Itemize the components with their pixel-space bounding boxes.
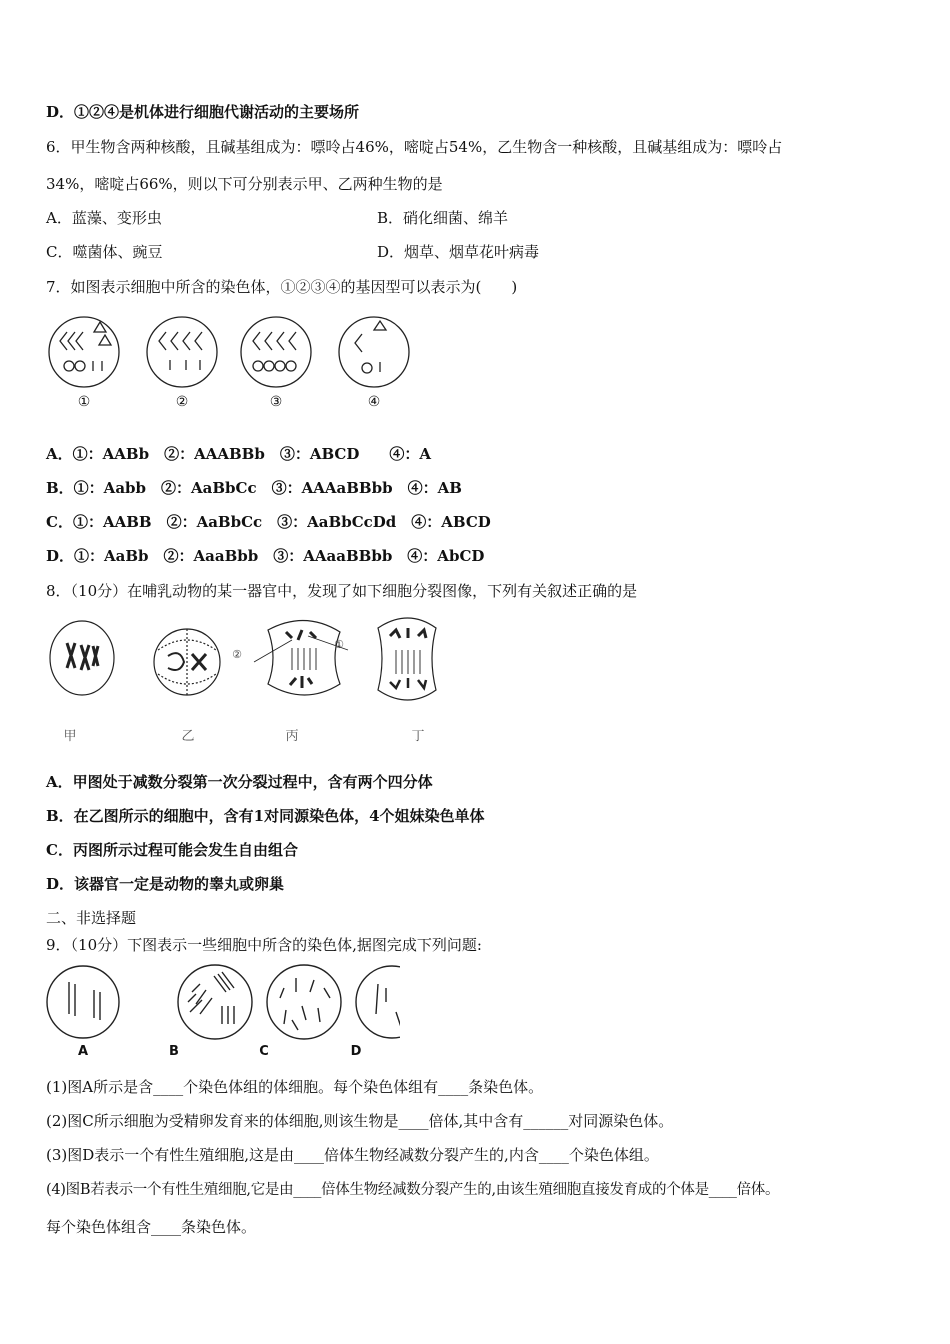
- q7-label-4: ④: [367, 394, 381, 410]
- q8-option-a: A．甲图处于减数分裂第一次分裂过程中，含有两个四分体: [46, 773, 433, 791]
- q7-figure: [40, 310, 420, 390]
- q8-option-d: D．该器官一定是动物的睾丸或卵巢: [46, 875, 285, 893]
- q8-label-bing: 丙: [285, 729, 299, 744]
- q9-label-d: D: [350, 1044, 362, 1059]
- q7-label-2: ②: [175, 394, 189, 410]
- q7-cell-2: [147, 317, 217, 387]
- q8-option-c: C．丙图所示过程可能会发生自由组合: [46, 841, 298, 859]
- q8-option-b: B．在乙图所示的细胞中，含有1对同源染色体，4个姐妹染色单体: [46, 807, 485, 825]
- q7-option-b: B．①：Aabb ②：AaBbCc ③：AAAaBBbb ④：AB: [46, 479, 462, 497]
- q6-option-d: D．烟草、烟草花叶病毒: [377, 243, 540, 261]
- section2-title: 二、非选择题: [46, 909, 137, 927]
- q9-sub4-line1: (4)图B若表示一个有性生殖细胞,它是由____倍体生物经减数分裂产生的,由该生殖细胞直接发育成的个体是____倍体。: [46, 1182, 780, 1198]
- q8-marker-1: ①: [334, 638, 344, 651]
- q9-cell-b: [178, 965, 252, 1039]
- q7-option-a: A．①：AABb ②：AAABBb ③：ABCD ④：A: [46, 445, 432, 463]
- q7-stem: 7．如图表示细胞中所含的染色体，①②③④的基因型可以表示为( ): [46, 278, 518, 296]
- q7-cell-1: [49, 317, 119, 387]
- q9-stem: 9．（10分）下图表示一些细胞中所含的染色体,据图完成下列问题:: [46, 936, 482, 954]
- q8-marker-2: ②: [232, 648, 242, 661]
- q6-stem-line1: 6．甲生物含两种核酸，且碱基组成为：嘌呤占46%，嘧啶占54%，乙生物含一种核酸，且碱基组成为：嘌呤占: [46, 138, 783, 156]
- q9-cell-a: [47, 966, 119, 1038]
- q8-figure: [40, 610, 450, 710]
- q8-label-jia: 甲: [63, 729, 77, 744]
- q7-cell-3: [241, 317, 311, 387]
- q9-label-a: A: [77, 1044, 89, 1059]
- q7-option-c: C．①：AABB ②：AaBbCc ③：AaBbCcDd ④：ABCD: [46, 513, 491, 531]
- q8-cell-jia: [50, 621, 114, 695]
- q7-label-3: ③: [269, 394, 283, 410]
- q9-label-c: C: [259, 1044, 269, 1059]
- q9-sub2: (2)图C所示细胞为受精卵发育来的体细胞,则该生物是____倍体,其中含有______对同源染色体。: [46, 1112, 674, 1130]
- q6-option-a: A．蓝藻、变形虫: [46, 209, 162, 227]
- q7-label-1: ①: [77, 394, 91, 410]
- q7-option-d: D．①：AaBb ②：AaaBbb ③：AAaaBBbb ④：AbCD: [46, 547, 485, 565]
- q8-label-ding: 丁: [411, 729, 425, 744]
- q9-sub4-line2: 每个染色体组含____条染色体。: [46, 1218, 257, 1236]
- q9-sub1: (1)图A所示是含____个染色体组的体细胞。每个染色体组有____条染色体。: [46, 1078, 544, 1096]
- q9-sub3: (3)图D表示一个有性生殖细胞,这是由____倍体生物经减数分裂产生的,内含____个染色体组。: [46, 1146, 659, 1164]
- q5-option-d: D．①②④是机体进行细胞代谢活动的主要场所: [46, 103, 360, 121]
- q9-cell-c: [267, 965, 341, 1039]
- q7-cell-4: [339, 317, 409, 387]
- q9-label-b: B: [169, 1044, 179, 1059]
- q9-figure: [40, 962, 400, 1042]
- q9-cell-d: [356, 966, 400, 1038]
- q8-stem: 8．（10分）在哺乳动物的某一器官中，发现了如下细胞分裂图像，下列有关叙述正确的是: [46, 582, 638, 600]
- q6-option-c: C．噬菌体、豌豆: [46, 243, 163, 261]
- q6-stem-line2: 34%，嘧啶占66%，则以下可分别表示甲、乙两种生物的是: [46, 175, 443, 193]
- q8-label-yi: 乙: [181, 729, 195, 744]
- q6-option-b: B．硝化细菌、绵羊: [377, 209, 509, 227]
